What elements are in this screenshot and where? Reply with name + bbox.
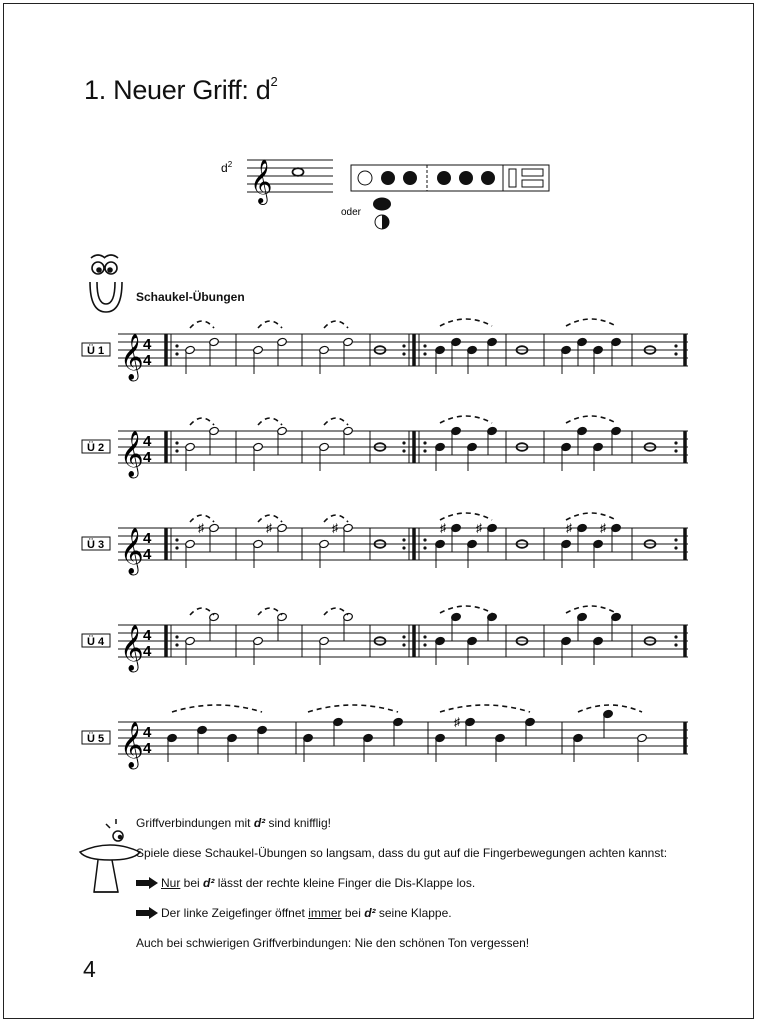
treble-clef-icon: 𝄞 <box>250 161 273 203</box>
exercise-label: Ü 3 <box>87 539 105 551</box>
section-heading: Schaukel-Übungen <box>136 290 245 304</box>
treble-clef-icon: 𝄞 <box>120 529 144 573</box>
exercise-staff <box>82 705 688 770</box>
cartoon-character-icon <box>80 819 140 892</box>
time-signature: 4 <box>143 433 152 450</box>
tip-line-3: Nur bei d² lässt der rechte kleine Finger die Dis-Klappe los. <box>136 876 736 891</box>
svg-text:♯: ♯ <box>266 521 272 535</box>
time-signature: 4 <box>143 740 152 757</box>
svg-text:♯: ♯ <box>198 521 204 535</box>
svg-text:♯: ♯ <box>454 715 460 729</box>
closed-hole-icon <box>459 171 473 185</box>
time-signature: 4 <box>143 643 152 660</box>
treble-clef-icon: 𝄞 <box>120 626 144 670</box>
tip-line-2: Spiele diese Schaukel-Übungen so langsam, dass du gut auf die Fingerbewegungen achten kannst: <box>136 846 668 860</box>
fingering-chart <box>221 160 549 229</box>
exercise-staff <box>82 513 688 576</box>
tips-text <box>136 816 736 966</box>
closed-hole-icon <box>437 171 451 185</box>
tip-line-5: Auch bei schwierigen Griffverbindungen: Nie den schönen Ton vergessen! <box>136 936 530 950</box>
treble-clef-icon: 𝄞 <box>120 723 144 767</box>
arrow-right-icon <box>136 877 158 889</box>
fingering-note-label: $d^2$ <box>221 160 233 175</box>
svg-text:♯: ♯ <box>600 521 606 535</box>
exercise-label: Ü 5 <box>87 733 105 745</box>
tip-line-1: Griffverbindungen mit d² sind knifflig! <box>136 816 331 830</box>
closed-hole-icon <box>481 171 495 185</box>
page-title: 1. Neuer Griff: $d^2$ <box>84 74 278 105</box>
svg-text:♯: ♯ <box>440 521 446 535</box>
time-signature: 4 <box>143 530 152 547</box>
exercise-label: Ü 1 <box>87 345 105 357</box>
time-signature: 4 <box>143 449 152 466</box>
exercise-label: Ü 2 <box>87 442 105 454</box>
exercise-label: Ü 4 <box>87 636 105 648</box>
thumb-hole-closed-icon <box>373 198 391 211</box>
treble-clef-icon: 𝄞 <box>120 432 144 476</box>
page-number: 4 <box>83 956 96 982</box>
open-hole-icon <box>358 171 372 185</box>
time-signature: 4 <box>143 627 152 644</box>
exercise-staff <box>82 319 688 382</box>
cartoon-face-icon <box>90 255 122 312</box>
exercise-staff <box>82 416 688 479</box>
or-label: oder <box>341 207 362 218</box>
svg-text:♯: ♯ <box>476 521 482 535</box>
time-signature: 4 <box>143 546 152 563</box>
arrow-right-icon <box>136 907 158 919</box>
time-signature: 4 <box>143 336 152 353</box>
closed-hole-icon <box>381 171 395 185</box>
exercise-staff <box>82 606 688 673</box>
time-signature: 4 <box>143 724 152 741</box>
svg-text:♯: ♯ <box>332 521 338 535</box>
closed-hole-icon <box>403 171 417 185</box>
whole-note-icon <box>293 168 304 176</box>
treble-clef-icon: 𝄞 <box>120 335 144 379</box>
tip-line-4: Der linke Zeigefinger öffnet immer bei d² seine Klappe. <box>136 906 736 921</box>
svg-text:♯: ♯ <box>566 521 572 535</box>
time-signature: 4 <box>143 352 152 369</box>
